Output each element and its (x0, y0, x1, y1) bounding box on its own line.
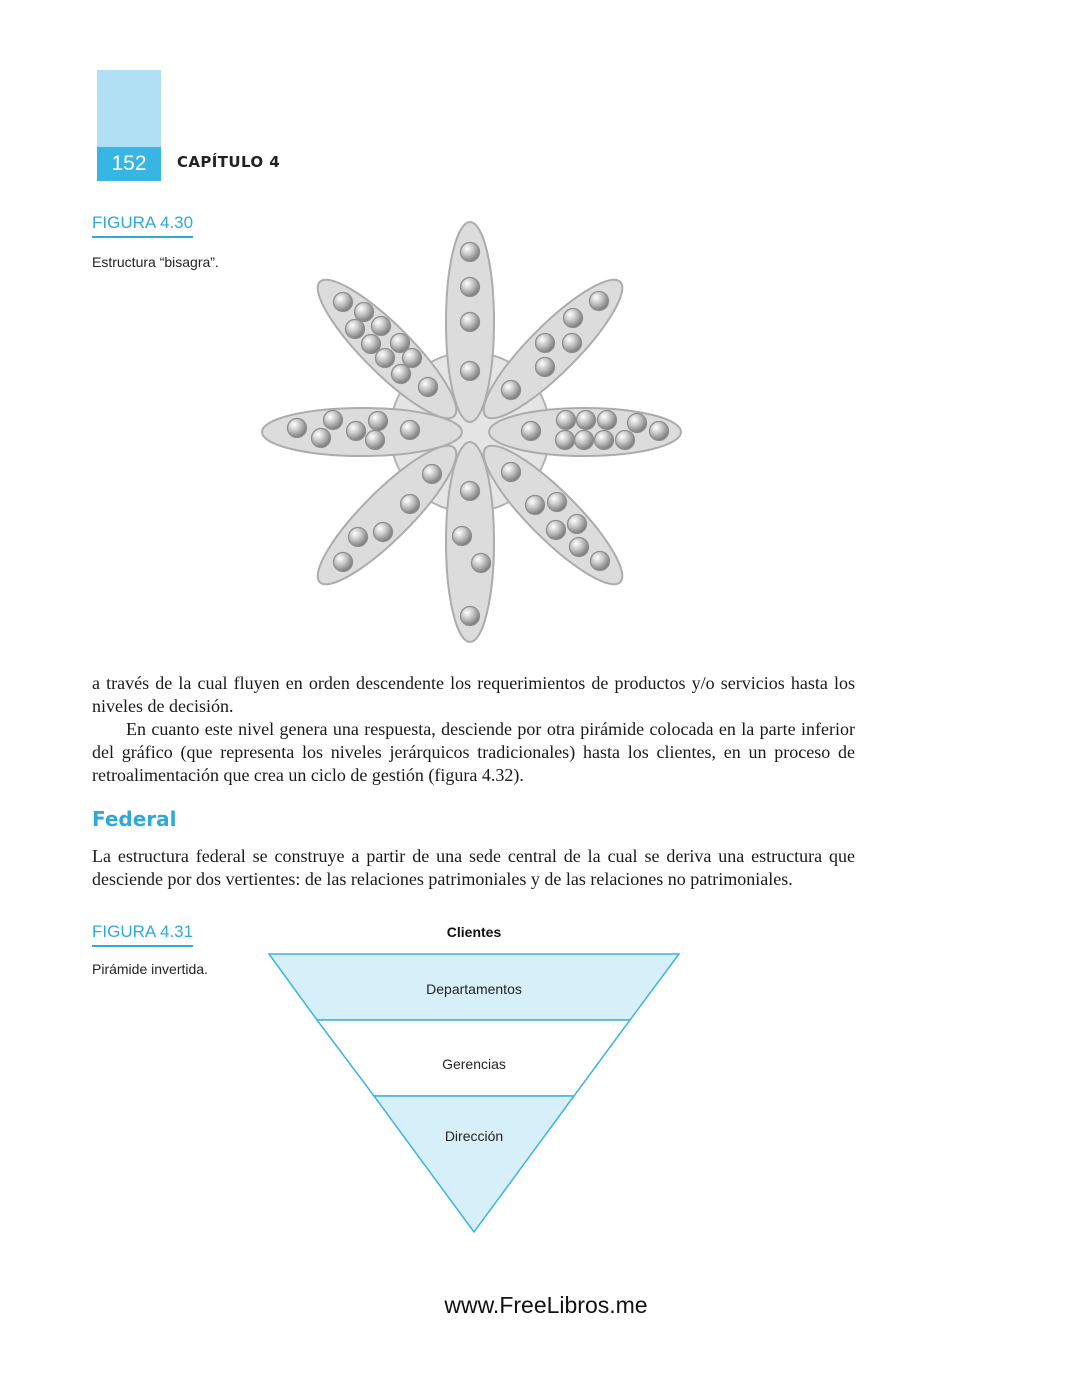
figure-430-caption: Estructura “bisagra”. (92, 254, 219, 270)
sphere-node (570, 538, 589, 557)
paragraph-1: a través de la cual fluyen en orden descendente los requerimientos de productos y/o servicios hasta los niveles de decisión. (92, 673, 855, 716)
inverted-pyramid-diagram (260, 915, 690, 1235)
page-number: 152 (97, 147, 161, 181)
page-tab-decoration (97, 70, 161, 148)
sphere-node (461, 243, 480, 262)
footer-url: www.FreeLibros.me (444, 1292, 648, 1318)
section-title: Federal (92, 807, 177, 831)
sphere-node (334, 553, 353, 572)
sphere-node (650, 422, 669, 441)
sphere-node (548, 493, 567, 512)
sphere-node (577, 411, 596, 430)
sphere-node (324, 411, 343, 430)
sphere-node (346, 320, 365, 339)
pyramid-label-direccion: Dirección (444, 1128, 504, 1144)
sphere-node (526, 496, 545, 515)
sphere-node (461, 482, 480, 501)
sphere-node (347, 422, 366, 441)
sphere-node (563, 334, 582, 353)
sphere-node (419, 378, 438, 397)
sphere-node (461, 362, 480, 381)
hinge-structure-diagram (250, 215, 690, 645)
sphere-node (598, 411, 617, 430)
sphere-node (453, 527, 472, 546)
sphere-node (547, 521, 566, 540)
sphere-node (369, 412, 388, 431)
sphere-node (376, 349, 395, 368)
sphere-node (392, 365, 411, 384)
sphere-node (628, 414, 647, 433)
sphere-node (312, 429, 331, 448)
sphere-node (355, 303, 374, 322)
sphere-node (536, 334, 555, 353)
sphere-node (401, 421, 420, 440)
sphere-node (349, 528, 368, 547)
body-paragraphs (92, 672, 855, 787)
sphere-node (502, 463, 521, 482)
sphere-node (374, 523, 393, 542)
sphere-node (362, 335, 381, 354)
chapter-title: CAPÍTULO 4 (177, 153, 281, 171)
sphere-node (575, 431, 594, 450)
sphere-node (557, 411, 576, 430)
figure-431-caption: Pirámide invertida. (92, 961, 208, 977)
sphere-node (423, 465, 442, 484)
sphere-node (403, 349, 422, 368)
sphere-node (372, 317, 391, 336)
figure-431-label: FIGURA 4.31 (92, 922, 193, 947)
section-paragraph: La estructura federal se construye a partir de una sede central de la cual se deriva una estructura que desciende por dos vertientes: de las relaciones patrimoniales y de las relaciones no patrimoniales. (92, 846, 855, 889)
pyramid-label-gerencias: Gerencias (442, 1056, 506, 1072)
sphere-node (591, 552, 610, 571)
sphere-node (461, 313, 480, 332)
sphere-node (502, 381, 521, 400)
sphere-node (568, 515, 587, 534)
sphere-node (616, 431, 635, 450)
sphere-node (472, 554, 491, 573)
sphere-node (536, 358, 555, 377)
pyramid-label-departamentos: Departamentos (426, 981, 522, 997)
sphere-node (288, 419, 307, 438)
sphere-node (366, 431, 385, 450)
sphere-node (595, 431, 614, 450)
sphere-node (522, 422, 541, 441)
figure-430-label: FIGURA 4.30 (92, 213, 193, 238)
sphere-node (334, 293, 353, 312)
sphere-node (461, 607, 480, 626)
sphere-node (564, 309, 583, 328)
sphere-node (401, 495, 420, 514)
paragraph-2: En cuanto este nivel genera una respuesta, desciende por otra pirámide colocada en la parte inferior del gráfico (que representa los niveles jerárquicos tradicionales) hasta los clientes, en un proceso de retroalimentación que crea un ciclo de gestión (figura 4.32). (92, 719, 855, 785)
pyramid-top-label: Clientes (446, 924, 502, 940)
sphere-node (556, 431, 575, 450)
sphere-node (461, 278, 480, 297)
pyramid-level-direccion (374, 1096, 574, 1232)
sphere-node (590, 292, 609, 311)
